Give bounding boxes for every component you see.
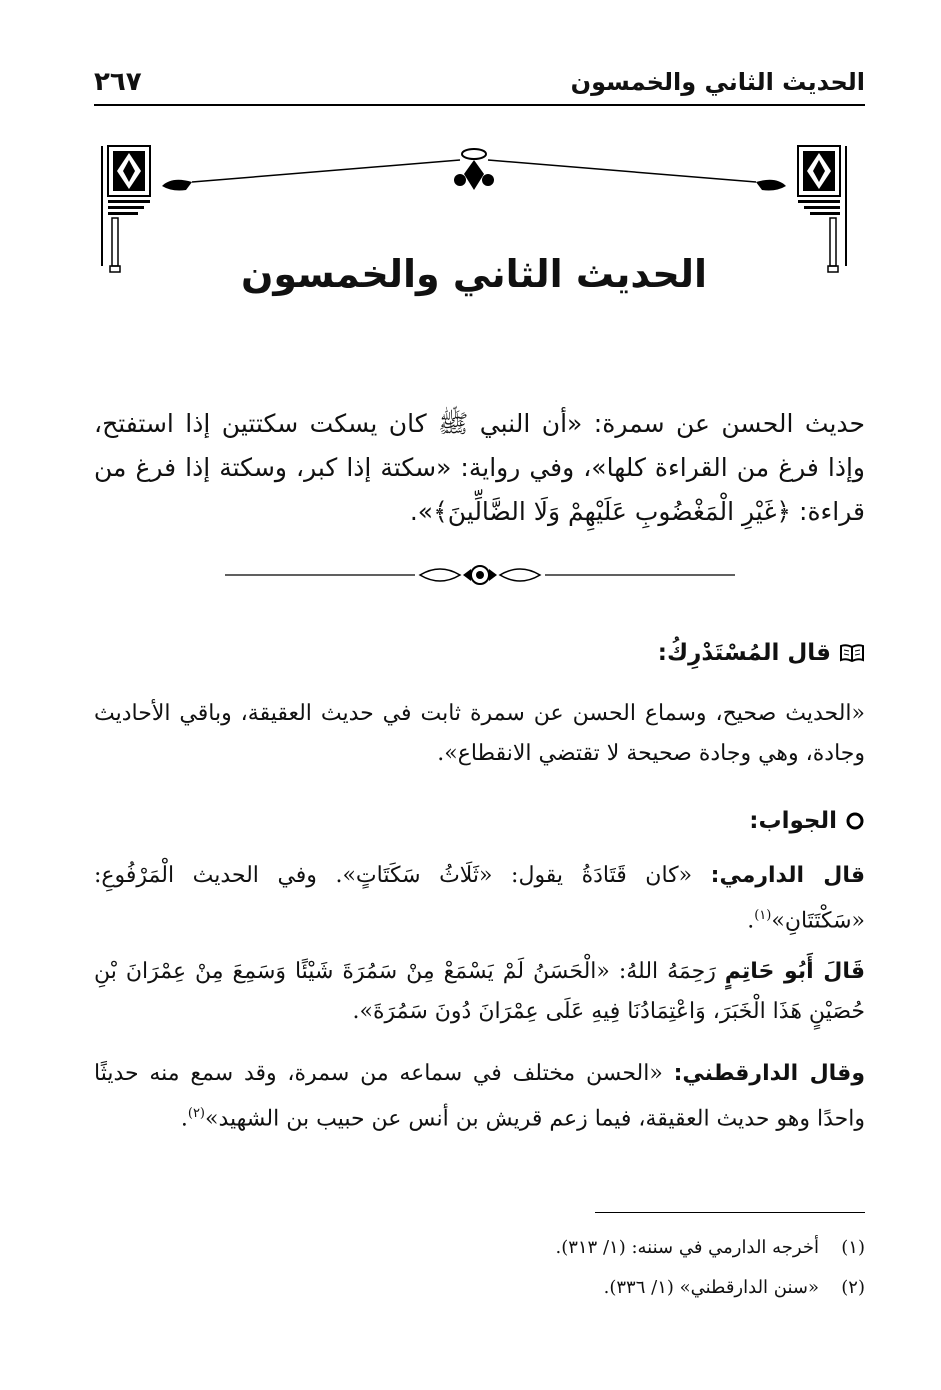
hadith-text-part2: ». [409,497,434,526]
footnote-number: (٢) [841,1277,865,1298]
running-title: الحديث الثاني والخمسون [570,68,865,96]
mustadrak-quote: «الحديث صحيح، وسماع الحسن عن سمرة ثابت في حديث العقيقة، وباقي الأحاديث وجادة، وهي وجادة صحيحة لا تقتضي الانقطاع». [94,701,865,766]
chapter-title: الحديث الثاني والخمسون [240,252,708,296]
mustadrak-heading [658,640,865,666]
daraqutni-text: «الحسن مختلف في سماعه من سمرة، وقد سمع منه حديثًا واحدًا وهو حديث العقيقة، فيما زعم قريش بن أنس عن حبيب بن الشهيد» [94,1061,865,1132]
footnote-divider [595,1212,865,1213]
abuhatim-paragraph [94,952,865,1032]
page-number: ٢٦٧ [94,67,142,97]
answer-heading [749,808,865,834]
abuhatim-label: قَالَ أَبُو حَاتِمٍ [724,959,866,984]
mustadrak-heading-label: قال المُسْتَدْرِكُ: [657,640,831,666]
quran-verse: ﴿غَيْرِ الْمَغْضُوبِ عَلَيْهِمْ وَلَا الضَّالِّينَ﴾ [433,497,792,526]
abuhatim-text: رَحِمَهُ اللهُ: «الْحَسَنُ لَمْ يَسْمَعْ مِنْ سَمُرَةَ شَيْئًا وَسَمِعَ مِنْ عِمْرَانَ بْنِ حُصَيْنٍ هَذَا الْخَبَرَ، وَاعْتِمَادُنَا فِيهِ عَلَى عِمْرَانَ دُونَ سَمُرَةَ». [94,959,865,1024]
open-book-icon [839,643,865,663]
page-header [94,60,865,106]
footnote-ref-1[interactable]: (١) [754,908,772,923]
circle-bullet-icon [845,811,865,831]
footnotes [94,1228,865,1308]
darimi-label: قال الدارمي: [710,863,865,888]
hadith-text-part1: حديث الحسن عن سمرة: «أن النبي ﷺ كان يسكت سكتتين إذا استفتح، وإذا فرغ من القراءة كلها»، وفي رواية: «سكتة إذا كبر، وسكتة إذا فرغ من قراءة: [94,409,865,526]
daraqutni-label: وقال الدارقطني: [673,1061,866,1086]
hadith-text [94,402,865,534]
footnote-number: (١) [841,1237,865,1258]
footnote-ref-2[interactable]: (٢) [187,1106,205,1121]
center-ornament [454,149,494,190]
footnote-text: أخرجه الدارمي في سننه: (١/ ٣١٣). [555,1237,819,1258]
footnote-item [94,1268,865,1308]
darimi-text: «كان قَتَادَةُ يقول: «ثَلَاثُ سَكَتَاتٍ». وفي الحديث الْمَرْفُوعِ: «سَكْتَتَانِ» [94,863,865,934]
answer-heading-label: الجواب: [749,808,837,834]
footnote-item [94,1228,865,1268]
darimi-end: . [747,908,755,934]
darimi-paragraph [94,856,865,941]
daraqutni-paragraph [94,1054,865,1139]
daraqutni-end: . [180,1106,188,1132]
footnote-text: «سنن الدارقطني» (١/ ٣٣٦). [603,1277,819,1298]
decorative-separator [225,560,735,590]
